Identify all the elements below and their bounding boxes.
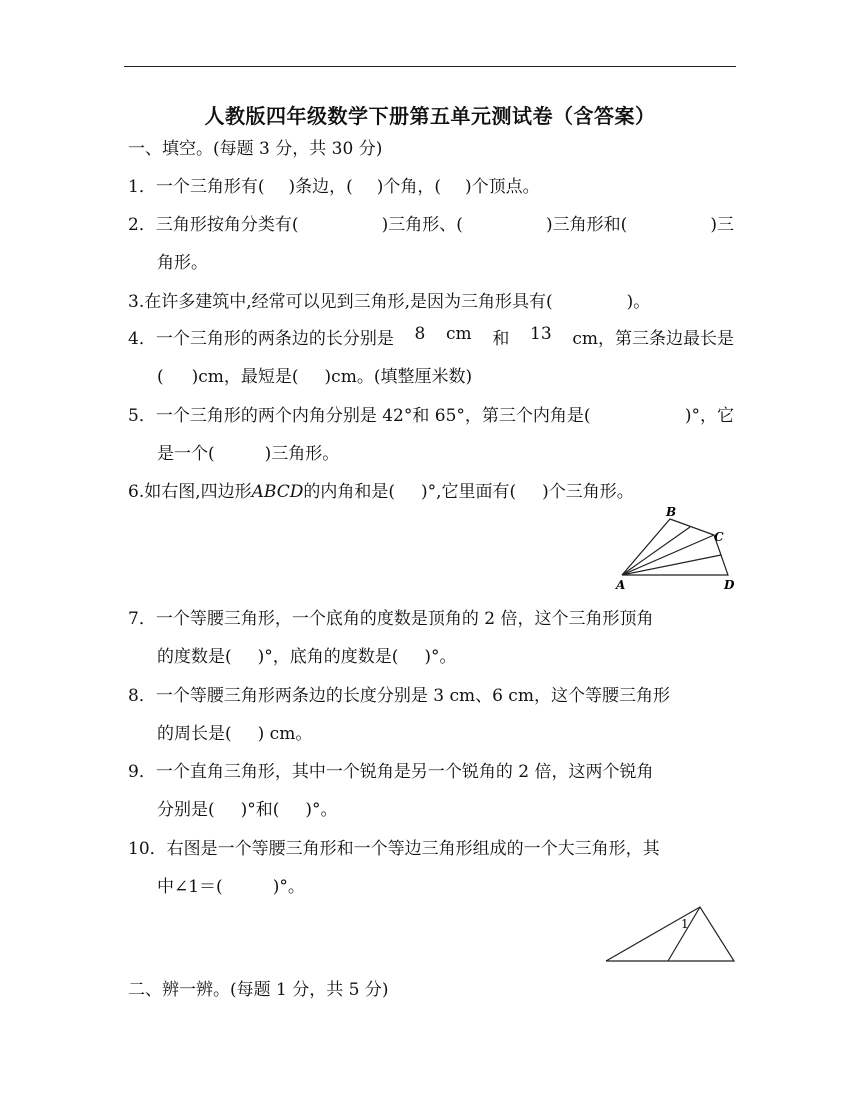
combined-triangle-figure xyxy=(600,900,740,966)
question-5-cont: 是一个( )三角形。 xyxy=(157,444,340,464)
question-10: 10．右图是一个等腰三角形和一个等边三角形组成的一个大三角形，其 xyxy=(128,839,660,859)
label-b: B xyxy=(666,505,677,519)
question-2: 2．三角形按角分类有( )三角形、( )三角形和( )三 xyxy=(128,215,734,235)
question-5: 5．一个三角形的两个内角分别是 42°和 65°，第三个内角是( )°，它 xyxy=(128,406,734,426)
question-8-cont: 的周长是( ) cm。 xyxy=(157,724,313,744)
question-3: 3.在许多建筑中,经常可以见到三角形,是因为三角形具有( )。 xyxy=(128,292,651,312)
quadrilateral-abcd-figure xyxy=(610,505,742,595)
question-9: 9．一个直角三角形，其中一个锐角是另一个锐角的 2 倍，这两个锐角 xyxy=(128,762,654,782)
section-1-heading: 一、填空。(每题 3 分，共 30 分) xyxy=(128,139,383,159)
question-8: 8．一个等腰三角形两条边的长度分别是 3 cm、6 cm，这个等腰三角形 xyxy=(128,686,670,706)
question-7-cont: 的度数是( )°，底角的度数是( )°。 xyxy=(157,647,457,667)
question-4-cont: ( )cm，最短是( )cm。(填整厘米数) xyxy=(157,367,473,387)
question-9-cont: 分别是( )°和( )°。 xyxy=(157,800,338,820)
label-d: D xyxy=(724,578,735,592)
question-6: 6.如右图,四边形ABCD的内角和是( )°,它里面有( )个三角形。 xyxy=(128,482,634,502)
question-10-cont: 中∠1＝( )°。 xyxy=(157,877,305,897)
angle-1-label: 1 xyxy=(681,917,689,931)
label-c: C xyxy=(714,530,724,544)
question-2-cont: 角形。 xyxy=(157,253,208,273)
section-2-heading: 二、辨一辨。(每题 1 分，共 5 分) xyxy=(128,980,389,1000)
page-title: 人教版四年级数学下册第五单元测试卷（含答案） xyxy=(204,104,656,128)
label-a: A xyxy=(616,578,626,592)
question-1: 1．一个三角形有( )条边，( )个角，( )个顶点。 xyxy=(128,177,540,197)
question-4: 4．一个三角形的两条边的长分别是 8 cm 和 13 cm，第三条边最长是 xyxy=(128,324,734,349)
question-7: 7．一个等腰三角形，一个底角的度数是顶角的 2 倍，这个三角形顶角 xyxy=(128,609,654,629)
top-rule xyxy=(124,66,736,67)
